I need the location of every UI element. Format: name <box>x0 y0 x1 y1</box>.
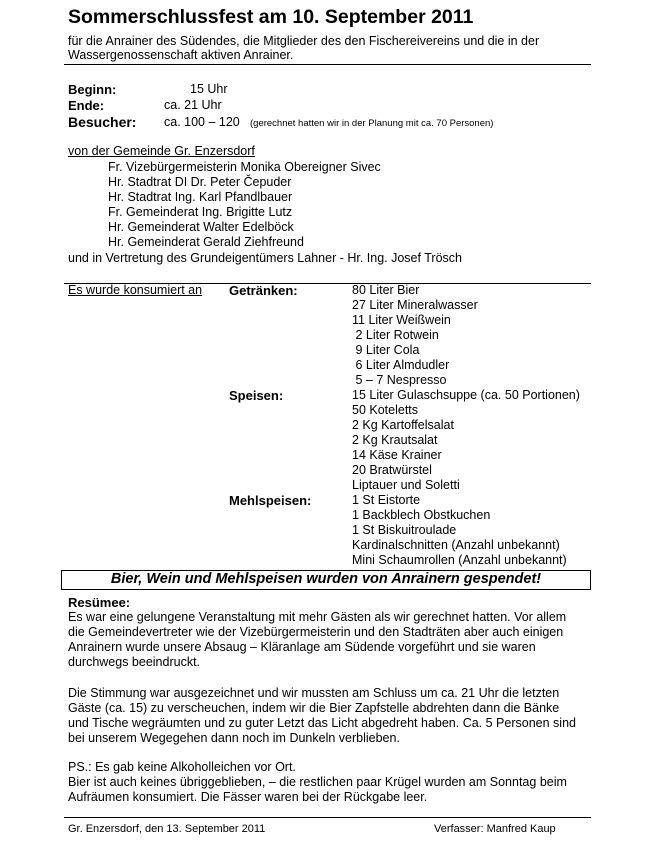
resumee-line: bei unserem Wegegehen dann noch im Dunkeln verblieben. <box>68 731 400 745</box>
donation-banner: Bier, Wein und Mehlspeisen wurden von Anrainern gespendet! <box>61 570 591 590</box>
getraenk-item: 2 Liter Rotwein <box>352 328 439 342</box>
gemeinde-member: Fr. Gemeinderat Ing. Brigitte Lutz <box>108 205 293 219</box>
gemeinde-member: Hr. Gemeinderat Walter Edelböck <box>108 220 294 234</box>
getraenk-item: 27 Liter Mineralwasser <box>352 298 478 312</box>
besucher-note: (gerechnet hatten wir in der Planung mit ca. 70 Personen) <box>250 118 494 129</box>
resumee-line: Die Stimmung war ausgezeichnet und wir mussten am Schluss um ca. 21 Uhr die letzten <box>68 686 560 700</box>
gemeinde-member: Hr. Gemeinderat Gerald Ziehfreund <box>108 235 304 249</box>
gemeinde-heading: von der Gemeinde Gr. Enzersdorf <box>68 144 255 158</box>
ende-label: Ende: <box>68 98 105 113</box>
beginn-value: 15 Uhr <box>190 82 228 96</box>
ps-line: Bier ist auch keines übriggeblieben, – die restlichen paar Krügel wurden am Sonntag beim <box>68 775 567 789</box>
resumee-line: Anrainern wurde unsere Absaug – Kläranlage am Südende vorgeführt und sie waren <box>68 640 536 654</box>
getraenk-item: 6 Liter Almdudler <box>352 358 450 372</box>
speise-item: Liptauer und Soletti <box>352 478 460 492</box>
vertretung-line: und in Vertretung des Grundeigentümers Lahner - Hr. Ing. Josef Trösch <box>68 251 462 265</box>
resumee-heading: Resümee: <box>68 595 131 610</box>
gemeinde-member: Hr. Stadtrat Ing. Karl Pfandlbauer <box>108 190 293 204</box>
resumee-line: Es war eine gelungene Veranstaltung mit mehr Gästen als wir gerechnet hatten. Vor allem <box>68 610 567 624</box>
resumee-line: die Gemeindevertreter wie der Vizebürgermeisterin und den Stadträten aber auch einigen <box>68 625 564 639</box>
gemeinde-member: Fr. Vizebürgermeisterin Monika Obereigner Sivec <box>108 160 381 174</box>
besucher-label: Besucher: <box>68 114 137 130</box>
speise-item: 2 Kg Krautsalat <box>352 433 438 447</box>
beginn-label: Beginn: <box>68 82 117 97</box>
gemeinde-member: Hr. Stadtrat DI Dr. Peter Čepuder <box>108 175 292 189</box>
besucher-value: ca. 100 – 120 <box>164 115 240 129</box>
footer-place-date: Gr. Enzersdorf, den 13. September 2011 <box>68 823 266 835</box>
getraenke-label: Getränken: <box>229 283 298 298</box>
divider-top <box>64 64 591 65</box>
ps-line: Aufräumen konsumiert. Die Fässer waren bei der Rückgabe leer. <box>68 790 428 804</box>
subtitle-line-1: für die Anrainer des Südendes, die Mitglieder des den Fischereivereins und die in der <box>68 34 540 48</box>
getraenk-item: 5 – 7 Nespresso <box>352 373 447 387</box>
subtitle-line-2: Wassergenossenschaft aktiven Anrainer. <box>68 48 294 62</box>
ende-value: ca. 21 Uhr <box>164 98 222 112</box>
getraenk-item: 9 Liter Cola <box>352 343 420 357</box>
resumee-line: durchwegs beeindruckt. <box>68 655 201 669</box>
mehlspeise-item: Mini Schaumrollen (Anzahl unbekannt) <box>352 553 567 567</box>
mehlspeise-item: 1 St Biskuitroulade <box>352 523 457 537</box>
mehlspeisen-label: Mehlspeisen: <box>229 493 312 508</box>
getraenk-item: 80 Liter Bier <box>352 283 420 297</box>
resumee-line: und Tische wegräumten und zu guter Letzt das Licht abgedreht haben. Ca. 5 Personen sind <box>68 716 576 730</box>
resumee-line: Gäste (ca. 15) zu verscheuchen, indem wir die Bier Zapfstelle abdrehten dann die Bänke <box>68 701 560 715</box>
speise-item: 50 Koteletts <box>352 403 419 417</box>
speise-item: 15 Liter Gulaschsuppe (ca. 50 Portionen) <box>352 388 580 402</box>
ps-line: PS.: Es gab keine Alkoholleichen vor Ort. <box>68 760 296 774</box>
speise-item: 20 Bratwürstel <box>352 463 432 477</box>
footer-author: Verfasser: Manfred Kaup <box>434 823 556 835</box>
mehlspeise-item: 1 St Eistorte <box>352 493 421 507</box>
getraenk-item: 11 Liter Weißwein <box>352 313 451 327</box>
speise-item: 14 Käse Krainer <box>352 448 442 462</box>
speise-item: 2 Kg Kartoffelsalat <box>352 418 454 432</box>
speisen-label: Speisen: <box>229 388 284 403</box>
konsum-heading: Es wurde konsumiert an <box>68 283 203 297</box>
mehlspeise-item: 1 Backblech Obstkuchen <box>352 508 491 522</box>
mehlspeise-item: Kardinalschnitten (Anzahl unbekannt) <box>352 538 560 552</box>
divider-bottom <box>64 817 591 818</box>
page-title: Sommerschlussfest am 10. September 2011 <box>68 6 474 28</box>
